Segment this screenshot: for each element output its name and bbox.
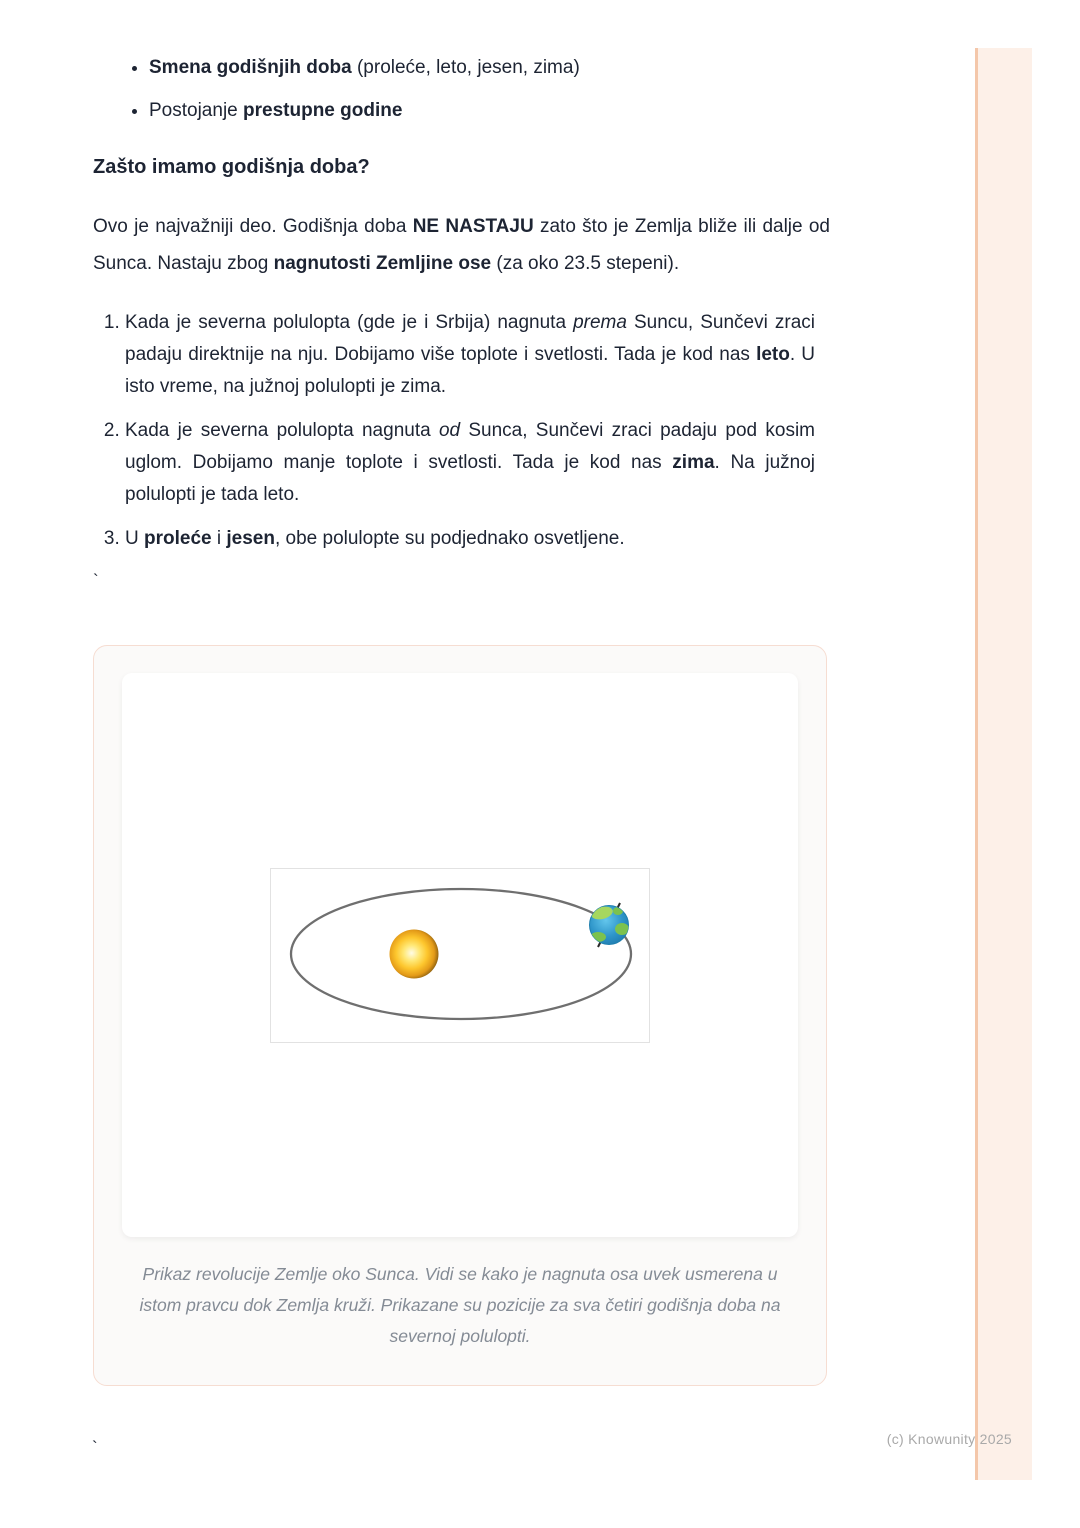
stray-backtick: ` (92, 1438, 98, 1457)
list-text: jesen (226, 528, 275, 549)
page-edge-stripe (975, 48, 1032, 1480)
list-text: . Na južnoj polulopti je tada leto. (125, 452, 815, 505)
copyright-text: (c) Knowunity 2025 (886, 1431, 1012, 1447)
page-content (93, 0, 830, 1386)
bullet-text: Postojanje (149, 100, 244, 121)
stray-backtick: ` (93, 571, 99, 590)
figure-image-panel (122, 673, 798, 1237)
sun-icon (390, 929, 439, 978)
list-item (149, 95, 830, 127)
list-text: Suncu, Sunčevi zraci padaju direktnije na nju. Dobijamo više toplote i svetlosti. Tada je kod nas (125, 312, 815, 365)
numbered-list (93, 307, 815, 555)
intro-paragraph (93, 208, 830, 282)
list-item (125, 307, 815, 403)
list-text: od (438, 420, 461, 441)
list-text: Kada je severna polulopta nagnuta (125, 420, 439, 441)
list-item (149, 52, 830, 84)
list-text: proleće (144, 528, 212, 549)
paragraph-text: nagnutosti Zemljine ose (273, 253, 492, 274)
bullet-text: Smena godišnjih doba (149, 57, 352, 78)
earth-icon (590, 904, 630, 944)
paragraph-text: (za oko 23.5 stepeni). (491, 253, 680, 274)
figure-card (93, 645, 827, 1386)
section-heading: Zašto imamo godišnja doba? (93, 156, 370, 178)
list-text: Sunca, Sunčevi zraci padaju pod kosim uglom. Dobijamo manje toplote i svetlosti. Tada je kod nas (125, 420, 815, 473)
list-item (125, 523, 815, 555)
list-text: prema (573, 312, 627, 333)
bullet-text: prestupne godine (243, 100, 403, 121)
list-text: Kada je severna polulopta (gde je i Srbija) nagnuta (125, 312, 574, 333)
list-text: i (211, 528, 227, 549)
orbit-ellipse (291, 889, 631, 1019)
paragraph-text: NE NASTAJU (412, 216, 534, 237)
paragraph-text: zato što je Zemlja bliže ili dalje od Sunca. Nastaju zbog (93, 216, 830, 274)
paragraph-text: Ovo je najvažniji deo. Godišnja doba (93, 216, 413, 237)
bullet-text: (proleće, leto, jesen, zima) (351, 57, 580, 78)
list-text: , obe polulopte su podjednako osvetljene. (274, 528, 625, 549)
list-item (125, 415, 815, 511)
figure-caption: Prikaz revolucije Zemlje oko Sunca. Vidi se kako je nagnuta osa uvek usmerena u istom pravcu dok Zemlja kruži. Prikazane su pozicije za sva četiri godišnja doba na severnoj polulopti. (139, 1264, 781, 1346)
list-text: U (125, 528, 144, 549)
orbit-diagram (270, 868, 650, 1043)
list-text: . U isto vreme, na južnoj polulopti je zima. (125, 344, 816, 397)
list-text: leto (756, 344, 790, 365)
list-text: zima (672, 452, 715, 473)
orbit-diagram-svg (271, 869, 649, 1042)
bullet-list (93, 52, 830, 127)
